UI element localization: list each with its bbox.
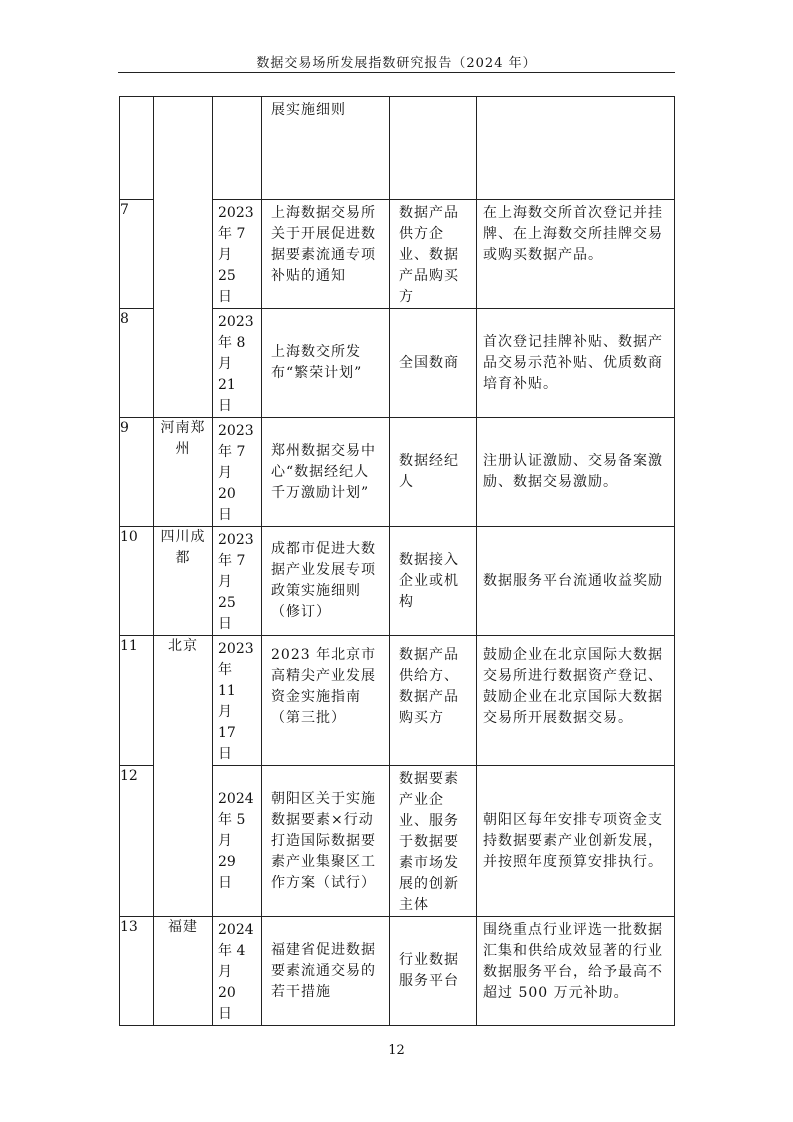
date-line: 17 [218,725,236,741]
region-label: 河南郑州 [160,420,206,457]
date-line: 25 [218,268,236,284]
row-number: 9 [120,418,154,527]
date-cell [213,418,262,527]
policy-name: 郑州数据交易中心“数据经纪人千万激励计划” [271,442,376,501]
date-line: 年 4 [218,943,246,959]
date-cell [213,97,262,200]
policy-content: 围绕重点行业评选一批数据汇集和供给成效显著的行业数据服务平台，给予最高不超过 500 万元补助。 [483,922,663,1001]
table-row [120,418,675,527]
date-line: 年 7 [218,553,246,569]
content-cell [477,200,675,309]
object-cell [390,97,477,200]
region-cell [154,527,213,636]
page-number: 12 [388,1043,405,1058]
date-cell [213,766,262,917]
date-line: 2023 [218,314,254,330]
date-cell [213,309,262,418]
policy-table [119,96,675,1026]
row-number: 12 [120,766,154,917]
name-cell [262,527,390,636]
date-cell [213,636,262,766]
object-cell [390,636,477,766]
date-line: 2023 [218,423,254,439]
date-line: 月 [218,704,232,720]
date-cell [213,200,262,309]
date-line: 25 [218,595,236,611]
region-cell [154,418,213,527]
date-line: 年 [218,662,232,678]
date-line: 年 8 [218,335,246,351]
row-number: 11 [120,636,154,766]
date-cell [213,917,262,1026]
object-cell [390,418,477,527]
table-row [120,636,675,766]
row-number: 8 [120,309,154,418]
name-cell [262,309,390,418]
running-header: 数据交易场所发展指数研究报告（2024 年） [256,56,537,71]
region-cell [154,917,213,1026]
policy-object: 数据产品供方企业、数据产品购买方 [399,205,459,305]
content-cell [477,527,675,636]
content-cell [477,97,675,200]
date-line: 月 [218,964,232,980]
date-line: 20 [218,985,236,1001]
object-cell [390,917,477,1026]
table-row-continuation [120,97,675,200]
policy-name: 上海数据交易所关于开展促进数据要素流通专项补贴的通知 [271,205,376,284]
row-number: 7 [120,200,154,309]
policy-content: 朝阳区每年安排专项资金支持数据要素产业创新发展，并按照年度预算安排执行。 [483,811,663,870]
region-label: 福建 [168,919,198,935]
object-cell [390,309,477,418]
date-line: 月 [218,247,232,263]
policy-object: 数据接入企业或机构 [399,551,459,610]
policy-object: 行业数据服务平台 [399,952,459,989]
date-line: 2023 [218,532,254,548]
policy-content: 注册认证激励、交易备案激励、数据交易激励。 [483,453,663,490]
date-line: 21 [218,377,236,393]
no-cell [120,97,154,200]
date-line: 2023 [218,205,254,221]
policy-name: 2023 年北京市高精尖产业发展资金实施指南（第三批） [271,647,377,726]
content-cell [477,418,675,527]
date-line: 日 [218,746,232,762]
table-row [120,527,675,636]
date-line: 月 [218,574,232,590]
row-number: 13 [120,917,154,1026]
region-cell [154,636,213,917]
region-label: 北京 [168,638,198,654]
date-line: 日 [218,289,232,305]
policy-object: 数据经纪人 [399,453,459,490]
date-line: 月 [218,832,232,849]
region-label: 四川成都 [160,529,206,566]
name-cell [262,636,390,766]
date-line: 29 [218,853,236,870]
date-line: 年 5 [218,811,246,828]
policy-content: 数据服务平台流通收益奖励 [483,572,663,589]
date-line: 2024 [218,922,254,938]
date-line: 月 [218,465,232,481]
policy-content: 鼓励企业在北京国际大数据交易所进行数据资产登记、鼓励企业在北京国际大数据交易所开展数据交易。 [483,647,663,726]
date-line: 2023 [218,641,254,657]
object-cell [390,766,477,917]
region-cell-shanghai [154,97,213,418]
date-line: 年 7 [218,226,246,242]
object-cell [390,527,477,636]
header-rule [118,72,675,73]
content-cell [477,917,675,1026]
policy-object: 数据产品供给方、数据产品购买方 [399,647,459,726]
name-cell [262,97,390,200]
date-line: 月 [218,356,232,372]
date-line: 日 [218,507,232,523]
date-line: 日 [218,398,232,414]
date-line: 年 7 [218,444,246,460]
policy-name: 上海数交所发布“繁荣计划” [271,344,363,381]
policy-object: 全国数商 [399,354,459,371]
content-cell [477,309,675,418]
date-line: 20 [218,486,236,502]
date-line: 日 [218,874,232,891]
row-number: 10 [120,527,154,636]
policy-name: 成都市促进大数据产业发展专项政策实施细则（修订） [271,541,376,620]
name-cell [262,418,390,527]
name-cell [262,917,390,1026]
content-cell [477,766,675,917]
policy-content: 首次登记挂牌补贴、数据产品交易示范补贴、优质数商培育补贴。 [483,333,663,392]
policy-content: 在上海数交所首次登记并挂牌、在上海数交所挂牌交易或购买数据产品。 [483,205,663,263]
table-row [120,917,675,1026]
date-cell [213,527,262,636]
date-line: 日 [218,616,232,632]
policy-name: 朝阳区关于实施数据要素×行动打造国际数据要素产业集聚区工作方案（试行） [271,790,376,891]
policy-object: 数据要素产业企业、服务于数据要素市场发展的创新主体 [399,771,459,913]
policy-name: 福建省促进数据要素流通交易的若干措施 [271,941,376,1000]
date-line: 2024 [218,790,254,807]
name-cell [262,200,390,309]
date-line: 11 [218,683,236,699]
content-cell [477,636,675,766]
name-cell [262,766,390,917]
policy-name: 展实施细则 [271,102,346,118]
date-line: 日 [218,1006,232,1022]
object-cell [390,200,477,309]
